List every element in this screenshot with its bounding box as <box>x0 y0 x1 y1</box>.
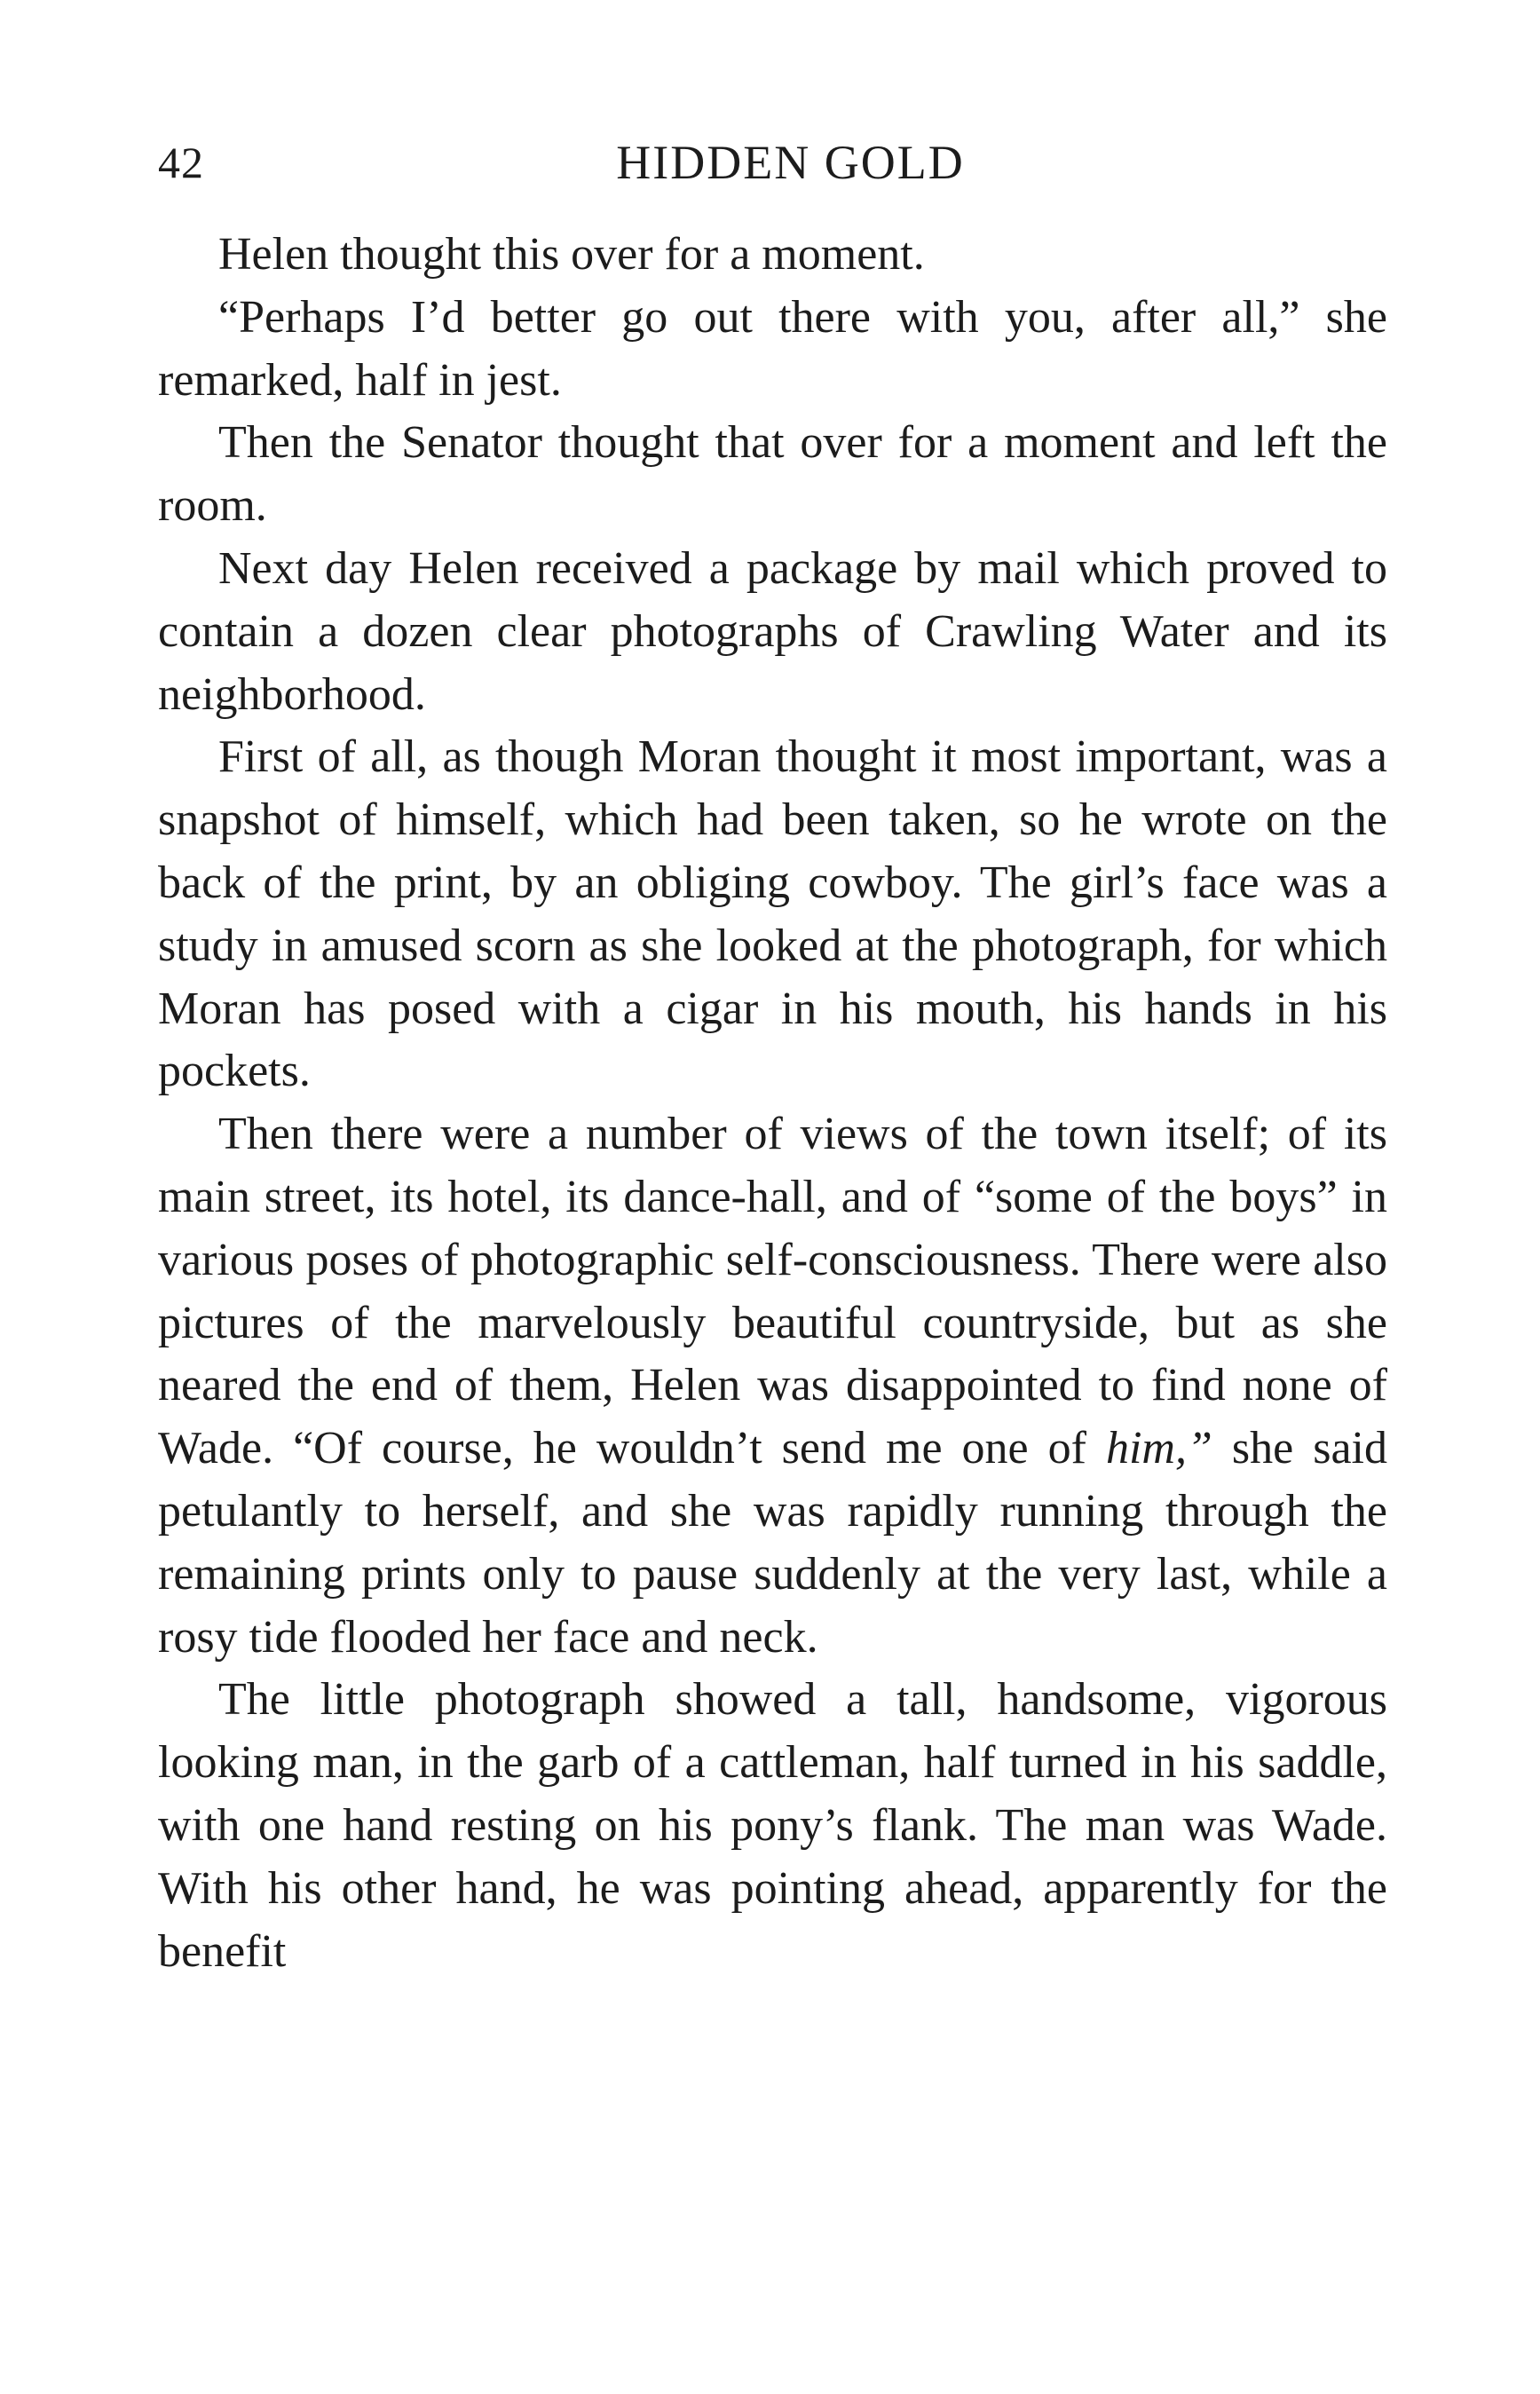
paragraph-text: she said petulantly to herself, and she was rapidly running through the remaining prints only to pause suddenly at the very last, while a rosy tide flooded her face and neck. <box>158 1423 1387 1663</box>
paragraph: “Perhaps I’d better go out there with you, after all,” she remarked, half in jest. <box>158 291 1387 406</box>
page-number: 42 <box>158 138 204 187</box>
running-head: HIDDEN GOLD <box>616 136 965 189</box>
italic-emphasis: him,” <box>1105 1423 1212 1474</box>
body-text <box>158 224 1387 1983</box>
paragraph-text: Then there were a number of views of the town itself; of its main street, its hotel, its dance-hall, and of “some of the boys” in various poses of photographic self-consciousness. There were also pictures of the marvelously beautiful countryside, but as she neared the end of them, Helen was disappointed to find none of Wade. “Of course, he wouldn’t send me one of <box>158 1109 1387 1474</box>
paragraph: The little photograph showed a tall, handsome, vigorous looking man, in the garb of a cattleman, half turned in his saddle, with one hand resting on his pony’s flank. The man was Wade. With his other hand, he was pointing ahead, apparently for the benefit <box>158 1674 1387 1977</box>
paragraph: Next day Helen received a package by mail which proved to contain a dozen clear photographs of Crawling Water and its neighborhood. <box>158 542 1387 720</box>
page-header <box>158 131 1387 194</box>
paragraph: First of all, as though Moran thought it most important, was a snapshot of himself, which had been taken, so he wrote on the back of the print, by an obliging cowboy. The girl’s face was a study in amused scorn as she looked at the photograph, for which Moran has posed with a cigar in his mouth, his hands in his pockets. <box>158 731 1387 1097</box>
paragraph: Helen thought this over for a moment. <box>218 229 925 280</box>
paragraph <box>158 1103 1387 1669</box>
paragraph: Then the Senator thought that over for a moment and left the room. <box>158 417 1387 532</box>
